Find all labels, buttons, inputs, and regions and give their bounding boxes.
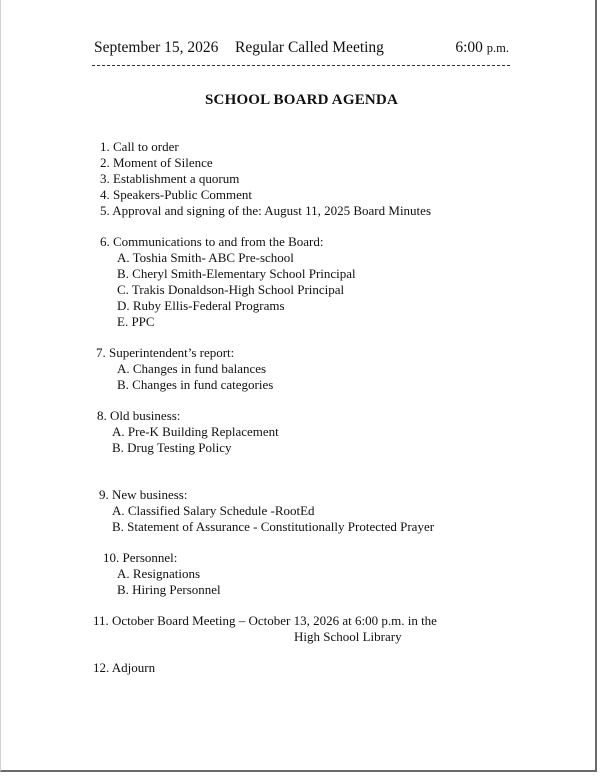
meeting-time-suffix: p.m. <box>486 41 509 55</box>
agenda-item: 10. Personnel: <box>103 550 178 565</box>
agenda-subitem: B. Drug Testing Policy <box>112 440 232 455</box>
agenda-item: 4. Speakers-Public Comment <box>100 187 253 202</box>
agenda-subitem: B. Changes in fund categories <box>117 377 274 392</box>
agenda-subitem: A. Changes in fund balances <box>117 361 267 376</box>
agenda-subitem: B. Hiring Personnel <box>117 582 221 597</box>
agenda-item: 5. Approval and signing of the: August 11, 2025 Board Minutes <box>100 203 431 218</box>
agenda-subitem: A. Toshia Smith- ABC Pre-school <box>117 250 294 265</box>
agenda-item: 8. Old business: <box>97 408 181 423</box>
agenda-subitem: A. Resignations <box>117 566 201 581</box>
agenda-subitem: B. Cheryl Smith-Elementary School Principal <box>117 266 356 281</box>
agenda-subitem: A. Pre-K Building Replacement <box>112 424 279 439</box>
header-divider <box>92 65 510 66</box>
agenda-item-continuation: High School Library <box>294 629 402 644</box>
agenda-item: 11. October Board Meeting – October 13, 2026 at 6:00 p.m. in the <box>93 613 437 628</box>
agenda-item: 1. Call to order <box>100 139 179 154</box>
agenda-item: 3. Establishment a quorum <box>100 171 240 186</box>
meeting-time <box>455 39 509 57</box>
agenda-title: SCHOOL BOARD AGENDA <box>205 92 398 108</box>
meeting-time-value: 6:00 <box>455 39 483 56</box>
agenda-item: 12. Adjourn <box>93 660 156 675</box>
agenda-subitem: E. PPC <box>117 314 155 329</box>
meeting-type: Regular Called Meeting <box>235 39 384 56</box>
meeting-date: September 15, 2026 <box>94 39 219 56</box>
agenda-item: 7. Superintendent’s report: <box>96 345 235 360</box>
agenda-subitem: A. Classified Salary Schedule -RootEd <box>112 503 315 518</box>
agenda-item: 9. New business: <box>99 487 188 502</box>
agenda-subitem: D. Ruby Ellis-Federal Programs <box>117 298 285 313</box>
agenda-item: 2. Moment of Silence <box>100 155 213 170</box>
agenda-item: 6. Communications to and from the Board: <box>100 234 324 249</box>
agenda-subitem: C. Trakis Donaldson-High School Principal <box>117 282 345 297</box>
agenda-subitem: B. Statement of Assurance - Constitutionally Protected Prayer <box>112 519 435 534</box>
meeting-header <box>94 39 509 59</box>
